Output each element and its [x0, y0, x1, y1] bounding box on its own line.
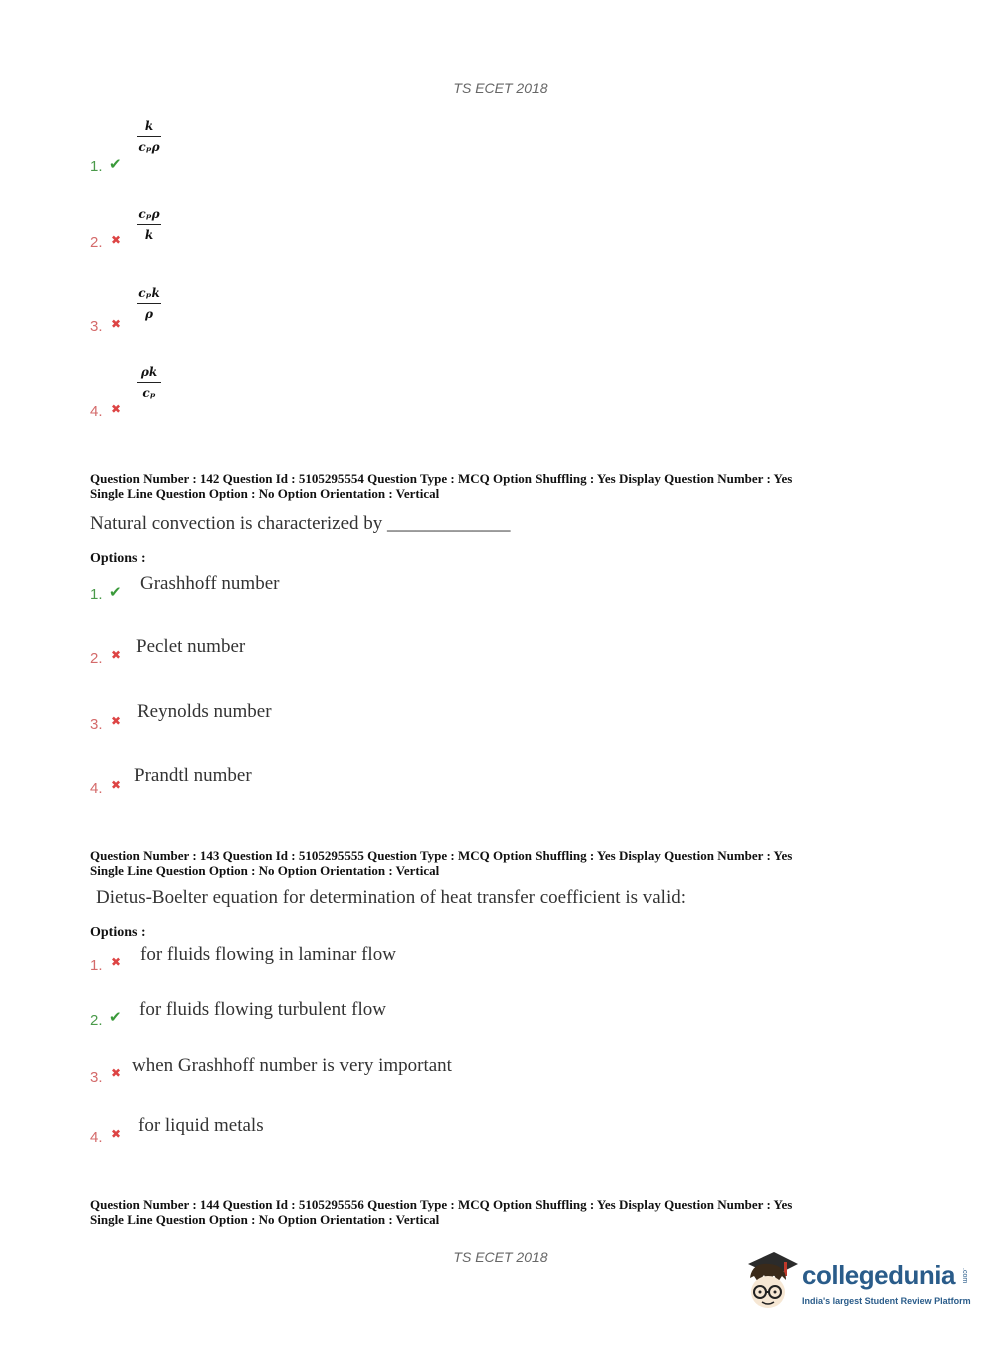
question-meta-line: Question Number : 142 Question Id : 5105295554 Question Type : MCQ Option Shuffling : Yes Display Question Number : Yes [90, 471, 793, 486]
fraction-bar [137, 224, 161, 225]
option-text[interactable]: Grashhoff number [140, 573, 280, 594]
wrong-cross-icon: ✖ [111, 714, 122, 728]
options-label: Options : [90, 925, 146, 940]
question-meta-line: Single Line Question Option : No Option Orientation : Vertical [90, 1212, 440, 1227]
wrong-cross-icon: ✖ [111, 778, 122, 792]
option-fraction [137, 119, 161, 154]
option-fraction [137, 286, 161, 321]
collegedunia-logo[interactable] [742, 1248, 972, 1318]
fraction-bar [137, 303, 161, 304]
option-text[interactable]: Prandtl number [134, 765, 252, 786]
question-text: Natural convection is characterized by _____________ [90, 513, 511, 534]
page-footer: TS ECET 2018 [453, 1249, 548, 1265]
option-fraction [137, 365, 161, 400]
option-text[interactable]: Reynolds number [137, 701, 272, 722]
question-text: Dietus-Boelter equation for determination of heat transfer coefficient is valid: [96, 887, 687, 908]
option-number: 3. [90, 318, 103, 335]
fraction-bar [137, 382, 161, 383]
option-fraction [137, 207, 161, 242]
wrong-cross-icon: ✖ [111, 402, 122, 416]
correct-check-icon: ✔ [109, 583, 122, 601]
option-number: 3. [90, 1069, 103, 1086]
option-number: 1. [90, 586, 103, 603]
question-meta [90, 848, 792, 878]
option-text[interactable]: when Grashhoff number is very important [132, 1055, 452, 1076]
wrong-cross-icon: ✖ [111, 955, 122, 969]
wrong-cross-icon: ✖ [111, 1127, 122, 1141]
option-number: 2. [90, 1012, 103, 1029]
correct-check-icon: ✔ [109, 1008, 122, 1026]
fraction-denominator: ρ [145, 307, 153, 321]
logo-suffix: .com [961, 1268, 968, 1284]
question-meta-line: Question Number : 143 Question Id : 5105295555 Question Type : MCQ Option Shuffling : Yes Display Question Number : Yes [90, 848, 793, 863]
wrong-cross-icon: ✖ [111, 1066, 122, 1080]
option-text[interactable]: Peclet number [136, 636, 246, 657]
question-meta-line: Single Line Question Option : No Option Orientation : Vertical [90, 486, 440, 501]
question-meta-line: Single Line Question Option : No Option Orientation : Vertical [90, 863, 440, 878]
option-number: 2. [90, 234, 103, 251]
fraction-denominator: k [144, 228, 154, 242]
fraction-denominator: cₚ [142, 386, 156, 400]
wrong-cross-icon: ✖ [111, 233, 122, 247]
option-number: 1. [90, 158, 103, 175]
fraction-numerator: ρk [140, 365, 158, 379]
fraction-denominator: cₚρ [138, 140, 160, 154]
option-text[interactable]: for liquid metals [138, 1115, 264, 1136]
option-number: 4. [90, 1129, 103, 1146]
option-text[interactable]: for fluids flowing turbulent flow [139, 999, 386, 1020]
correct-check-icon: ✔ [109, 155, 122, 173]
option-number: 4. [90, 403, 103, 420]
logo-tagline: India's largest Student Review Platform [802, 1296, 971, 1306]
fraction-bar [137, 136, 161, 137]
wrong-cross-icon: ✖ [111, 317, 122, 331]
question-meta-line: Question Number : 144 Question Id : 5105295556 Question Type : MCQ Option Shuffling : Yes Display Question Number : Yes [90, 1197, 793, 1212]
fraction-numerator: k [144, 119, 154, 133]
fraction-numerator: cₚρ [138, 207, 160, 221]
mascot-icon [742, 1248, 800, 1318]
wrong-cross-icon: ✖ [111, 648, 122, 662]
question-meta [90, 471, 792, 501]
option-number: 4. [90, 780, 103, 797]
option-number: 1. [90, 957, 103, 974]
page-header: TS ECET 2018 [453, 80, 548, 96]
option-number: 3. [90, 716, 103, 733]
option-number: 2. [90, 650, 103, 667]
fraction-numerator: cₚk [138, 286, 160, 300]
question-meta [90, 1197, 792, 1227]
option-text[interactable]: for fluids flowing in laminar flow [140, 944, 396, 965]
logo-wordmark: collegedunia [802, 1260, 955, 1290]
options-label: Options : [90, 551, 146, 566]
